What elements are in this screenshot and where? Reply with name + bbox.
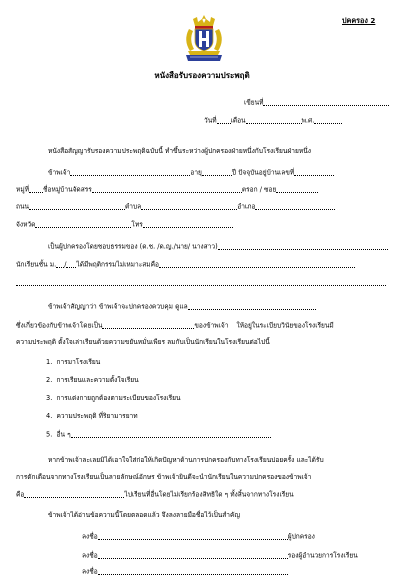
date-line <box>204 117 342 124</box>
list-item-text: อื่น ๆ <box>56 430 71 439</box>
day-field[interactable] <box>217 117 231 124</box>
list-item: 5. อื่น ๆ <box>46 431 271 438</box>
province-label: จังหวัด <box>16 220 36 229</box>
agreement-relation-label: ซึ่งเกี่ยวข้องกับข้าพเจ้าโดยเป็น <box>16 321 103 330</box>
list-item: 1. การมาโรงเรียน <box>46 358 101 366</box>
consequence-line-1: หากข้าพเจ้าละเลยมิได้เอาใจใส่ก่อให้เกิดปัญหาด้านการปกครองกับทางโรงเรียนบ่อยครั้ง และได้รับ <box>48 456 324 464</box>
deputy-director-signature-field[interactable] <box>98 552 288 559</box>
list-item-text: การแต่งกายถูกต้องตามระเบียบของโรงเรียน <box>56 394 181 402</box>
month-label: เดือน <box>230 116 246 125</box>
age-field[interactable] <box>202 169 232 176</box>
signature-role: ผู้ปกครอง <box>287 532 315 541</box>
day-label: วันที่ <box>204 116 217 125</box>
supervised-person-field[interactable] <box>188 303 316 310</box>
address-line-1 <box>16 186 318 193</box>
guardian-line <box>48 243 388 250</box>
list-item-text: การเรียนและความตั้งใจเรียน <box>56 376 139 384</box>
class-label: นักเรียนชั้น ม. <box>16 260 57 269</box>
province-field[interactable] <box>35 221 131 228</box>
signature-label: ลงชื่อ <box>82 532 98 541</box>
agreement-text-1: ข้าพเจ้าสัญญาว่า ข้าพเจ้าจะปกครองควบคุม ดูแล <box>48 302 188 311</box>
signature-line <box>82 533 315 540</box>
year-label: พ.ศ. <box>301 116 315 125</box>
list-item: 4. ความประพฤติ ที่ริยามารยาท <box>46 412 138 420</box>
relation-field[interactable] <box>102 322 194 329</box>
year-field[interactable] <box>314 117 342 124</box>
agreement-discipline-text: ให้อยู่ในระเบียบวินัยของโรงเรียนมี <box>236 321 334 330</box>
agreement-line-3: ความประพฤติ ตั้งใจเล่าเรียนด้วยความขยันหมั่นเพียร ลมกับเป็นนักเรียนในโรงเรียนต่อไปนี้ <box>16 338 270 346</box>
village-field[interactable] <box>92 186 242 193</box>
village-label: ชื่อหมู่บ้านจัดสรร <box>43 185 92 194</box>
person-prefix: ข้าพเจ้า <box>48 168 71 177</box>
consequence-is-label: คือ <box>16 490 25 499</box>
other-item-field[interactable] <box>71 431 271 438</box>
list-item-text: การมาโรงเรียน <box>56 358 101 366</box>
list-item: 2. การเรียนและความตั้งใจเรียน <box>46 376 139 384</box>
person-line <box>48 169 334 176</box>
written-at-field[interactable] <box>263 99 389 106</box>
consequence-line-2: การตักเตือนจากทางโรงเรียนเป็นลายลักษณ์อักษร ข้าพเจ้ายินดีจะนำนักเรียนในความปกครองของข้าพเจ้า <box>16 473 312 481</box>
consequence-student-field[interactable] <box>24 491 124 498</box>
document-reference: ปคครอง 2 <box>342 16 376 25</box>
intro-paragraph: หนังสือสัญญารับรองความประพฤติฉบับนี้ ทำขึ้นระหว่างผู้ปกครองฝ่ายหนึ่งกับโรงเรียนฝ่ายหนึ่ง <box>48 147 311 155</box>
moo-field[interactable] <box>29 186 43 193</box>
behavior-field[interactable] <box>159 261 355 268</box>
class-room-field[interactable] <box>66 261 76 268</box>
behavior-field-2[interactable] <box>16 279 386 286</box>
guardian-label: เป็นผู้ปกครองโดยชอบธรรมของ (ด.ช. /ด.ญ./นาย/ นางสาว) <box>48 242 218 251</box>
person-name-field[interactable] <box>70 169 190 176</box>
agreement-of-label: ของข้าพเจ้า <box>194 321 229 330</box>
address-line-3 <box>16 221 233 228</box>
class-slash: / <box>64 260 67 269</box>
school-emblem-logo <box>180 14 228 62</box>
written-at-label: เขียนที่ <box>244 98 264 107</box>
written-at-line <box>244 99 389 106</box>
student-name-field[interactable] <box>218 243 388 250</box>
moo-label: หมู่ที่ <box>16 185 30 194</box>
behavior-line-2 <box>16 279 386 286</box>
student-class-line <box>16 261 355 268</box>
house-number-label: ปี ปัจจุบันอยู่บ้านเลขที่ <box>231 168 295 177</box>
signature-label: ลงชื่อ <box>82 567 98 575</box>
alley-field[interactable] <box>276 186 318 193</box>
signature-role: รองผู้อำนวยการโรงเรียน <box>287 551 358 560</box>
age-label: อายุ <box>190 168 202 177</box>
list-item-text: ความประพฤติ ที่ริยามารยาท <box>56 412 138 420</box>
class-level-field[interactable] <box>56 260 67 269</box>
house-number-field[interactable] <box>294 169 334 176</box>
agreement-line-1 <box>48 303 316 310</box>
address-line-2 <box>16 203 335 210</box>
signature-line <box>82 552 358 559</box>
consequence-text: ไปเรียนที่อื่นโดยไม่เรียกร้องสิทธิใด ๆ ทั้งสิ้นจากทางโรงเรียน <box>124 490 294 499</box>
guardian-signature-field[interactable] <box>98 533 288 540</box>
district-label: อำเภอ <box>237 202 256 211</box>
subdistrict-label: ตำบล <box>125 202 142 211</box>
district-field[interactable] <box>255 203 335 210</box>
document-title: หนังสือรับรองความประพฤติ <box>154 71 250 80</box>
consequence-line-3 <box>16 491 294 498</box>
phone-label: โทร <box>131 220 143 229</box>
road-label: ถนน <box>16 202 30 211</box>
agreement-line-2 <box>16 322 334 329</box>
signature-label: ลงชื่อ <box>82 551 98 560</box>
road-field[interactable] <box>29 203 125 210</box>
subdistrict-field[interactable] <box>141 203 237 210</box>
closing-statement: ข้าพเจ้าได้อ่านข้อความนี้โดยตลอดแล้ว จึงลงลายมือชื่อไว้เป็นสำคัญ <box>48 511 241 519</box>
alley-label: ตรอก / ซอย <box>241 185 277 194</box>
behavior-label: ได้มีพฤติกรรมไม่เหมาะสมคือ <box>76 260 160 269</box>
month-field[interactable] <box>246 117 302 124</box>
phone-field[interactable] <box>143 221 233 228</box>
list-item: 3. การแต่งกายถูกต้องตามระเบียบของโรงเรียน <box>46 394 181 402</box>
